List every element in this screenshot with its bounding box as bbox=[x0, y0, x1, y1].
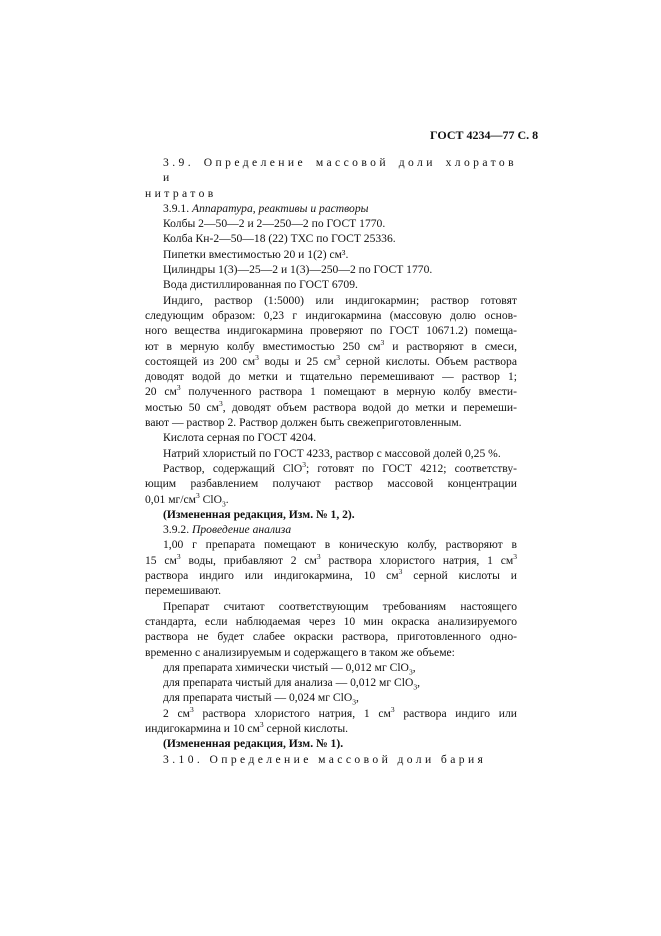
paragraph-line: стандарта, если наблюдаемая через 10 мин окраска анализируемого bbox=[145, 614, 517, 628]
paragraph-line: Индиго, раствор (1:5000) или индигокармин; раствор готовят bbox=[163, 293, 517, 307]
section-heading-3-9-line1: 3.9. Определение массовой доли хлоратов и bbox=[163, 156, 517, 185]
grade-line: для препарата химически чистый — 0,012 мг ClO$_3$, bbox=[163, 660, 416, 677]
paragraph-line: Препарат считают соответствующим требованиям настоящего bbox=[163, 599, 517, 613]
paragraph-line: 15 $см^3$ воды, прибавляют 2 $см^3$ раствора хлористого натрия, 1 $см^3$ bbox=[145, 551, 517, 567]
list-item: Колбы 2—50—2 и 2—250—2 по ГОСТ 1770. bbox=[163, 217, 386, 231]
page-body bbox=[145, 155, 517, 767]
paragraph-line: перемешивают. bbox=[145, 584, 221, 598]
paragraph-line: вают — раствор 2. Раствор должен быть свежеприготовленным. bbox=[145, 416, 462, 430]
paragraph-line: 2 $см^3$ раствора хлористого натрия, 1 $см^3$ раствора индиго или bbox=[163, 704, 517, 720]
revision-note: (Измененная редакция, Изм. № 1, 2). bbox=[163, 507, 355, 521]
paragraph-line: ющим разбавлением получают раствор массовой концентрации bbox=[145, 477, 517, 491]
section-heading-3-10: 3.10. Определение массовой доли бария bbox=[163, 752, 487, 766]
list-item: Пипетки вместимостью 20 и 1(2) см³. bbox=[163, 247, 349, 261]
acid-line: Кислота серная по ГОСТ 4204. bbox=[163, 431, 317, 445]
running-header: ГОСТ 4234—77 С. 8 bbox=[430, 128, 539, 142]
paragraph-line: раствора индиго или индигокармина, 10 $см^3$ серной кислоты и bbox=[145, 567, 517, 583]
subsection-number: 3.9.2. bbox=[163, 523, 190, 537]
grade-line: для препарата чистый для анализа — 0,012 мг ClO$_3$, bbox=[163, 676, 421, 692]
list-item: Колба Кн-2—50—18 (22) ТХС по ГОСТ 25336. bbox=[163, 232, 396, 246]
list-item: Цилиндры 1(3)—25—2 и 1(3)—250—2 по ГОСТ 1770. bbox=[163, 263, 433, 277]
list-item: Вода дистиллированная по ГОСТ 6709. bbox=[163, 278, 358, 292]
paragraph-line: следующим образом: 0,23 г индигокармина (массовую долю основ- bbox=[145, 308, 517, 322]
paragraph-line: индигокармина и 10 $см^3$ серной кислоты. bbox=[145, 720, 349, 735]
paragraph-line: временно с анализируемым и содержащего в таком же объеме: bbox=[145, 645, 455, 659]
paragraph-line: 1,00 г препарата помещают в коническую колбу, растворяют в bbox=[163, 538, 517, 552]
paragraph-line: доводят водой до метки и тщательно перемешивают — раствор 1; bbox=[145, 370, 517, 384]
paragraph-line: 0,01 $мг/см^3$ ClO$_3$. bbox=[145, 490, 229, 508]
section-heading-3-9-line2: нитратов bbox=[145, 186, 217, 200]
sodium-line: Натрий хлористый по ГОСТ 4233, раствор с массовой долей 0,25 %. bbox=[163, 446, 501, 460]
paragraph-line: Раствор, содержащий ClO$^3$; готовят по ГОСТ 4212; соответству- bbox=[163, 460, 517, 475]
paragraph-line: состоящей из 200 $см^3$ воды и 25 $см^3$ серной кислоты. Объем раствора bbox=[145, 353, 517, 368]
revision-note: (Измененная редакция, Изм. № 1). bbox=[163, 737, 344, 751]
paragraph-line: раствора не будет слабее окраски раствора, приготовленного одно- bbox=[145, 630, 517, 644]
paragraph-line: ют в мерную колбу вместимостью 250 $см^3$ и растворяют в смеси, bbox=[145, 337, 517, 353]
grade-line: для препарата чистый — 0,024 мг ClO$_3$, bbox=[163, 691, 359, 707]
subsection-3-9-1 bbox=[145, 201, 517, 216]
subsection-title: Аппаратура, реактивы и растворы bbox=[192, 201, 369, 215]
subsection-number: 3.9.1. bbox=[163, 201, 190, 215]
paragraph-line: мостью 50 $см^3$, доводят объем раствора водой до метки и перемеши- bbox=[145, 398, 517, 414]
paragraph-line: ного вещества индигокармина проверяют по ГОСТ 10671.2) помеща- bbox=[145, 324, 517, 338]
subsection-title: Проведение анализа bbox=[192, 523, 292, 537]
subsection-3-9-2 bbox=[145, 522, 517, 537]
paragraph-line: 20 $см^3$ полученного раствора 1 помещают в мерную колбу вмести- bbox=[145, 383, 518, 399]
